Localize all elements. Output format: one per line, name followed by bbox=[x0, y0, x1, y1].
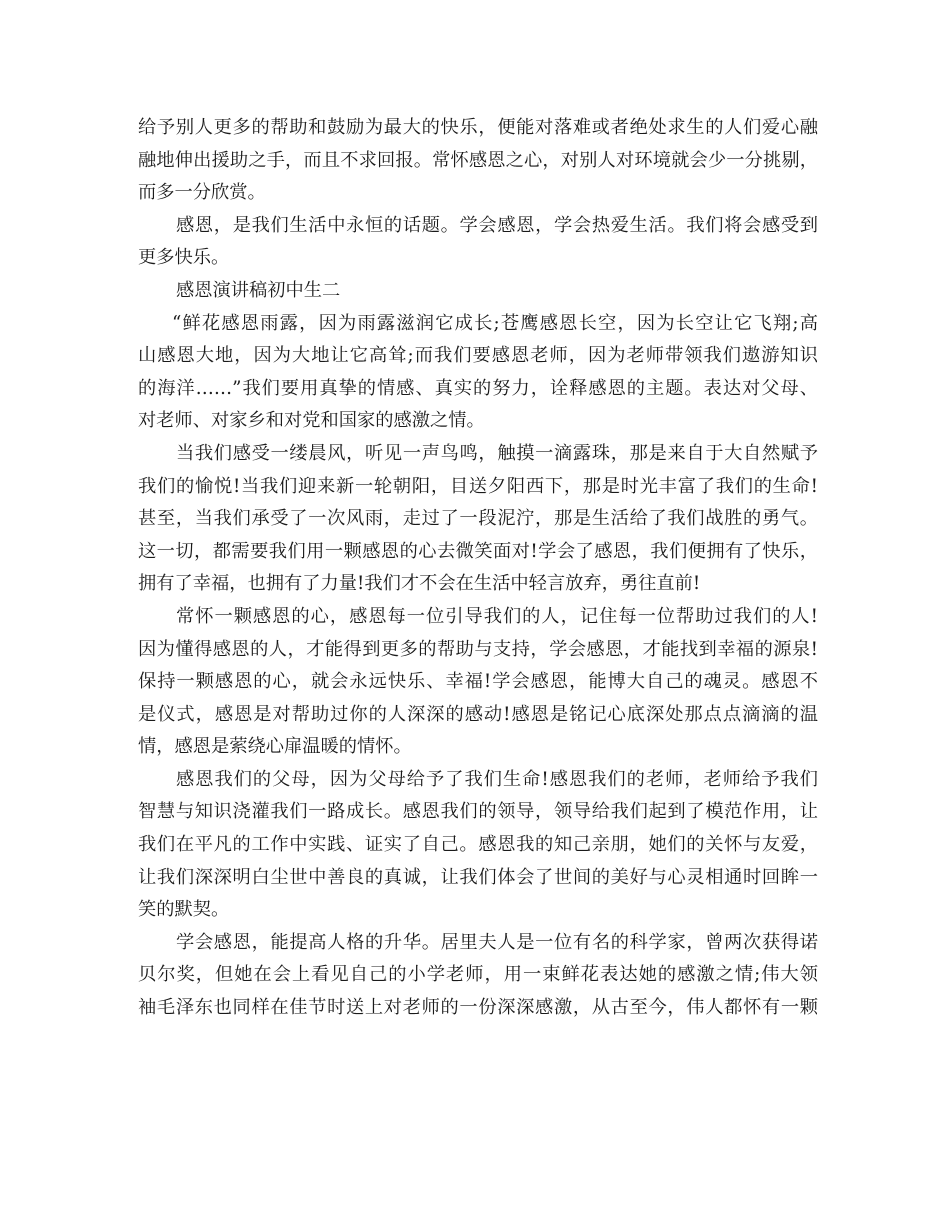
text-line: 拥有了幸福，也拥有了力量!我们才不会在生活中轻言放弃，勇往直前! bbox=[138, 573, 701, 595]
text-line: 因为懂得感恩的人，才能得到更多的帮助与支持，学会感恩，才能找到幸福的源泉! bbox=[138, 638, 818, 660]
text-line: 我们的愉悦!当我们迎来新一轮朝阳，目送夕阳西下，那是时光丰富了我们的生命! bbox=[138, 475, 818, 497]
text-line: 山感恩大地，因为大地让它高耸;而我们要感恩老师，因为老师带领我们遨游知识 bbox=[138, 345, 818, 367]
text-line: 给予别人更多的帮助和鼓励为最大的快乐，便能对落难或者绝处求生的人们爱心融 bbox=[138, 117, 818, 138]
text-line: 我们在平凡的工作中实践、证实了自己。感恩我的知己亲朋，她们的关怀与友爱， bbox=[138, 834, 818, 856]
text-line: 当我们感受一缕晨风，听见一声鸟鸣，触摸一滴露珠，那是来自于大自然赋予 bbox=[176, 442, 818, 464]
text-line: 笑的默契。 bbox=[138, 899, 230, 921]
text-line: 让我们深深明白尘世中善良的真诚，让我们体会了世间的美好与心灵相通时回眸一 bbox=[138, 866, 818, 888]
text-line: 常怀一颗感恩的心，感恩每一位引导我们的人，记住每一位帮助过我们的人! bbox=[176, 605, 818, 627]
text-line: 对老师、对家乡和对党和国家的感激之情。 bbox=[138, 410, 485, 432]
text-line: 情，感恩是萦绕心扉温暖的情怀。 bbox=[138, 736, 412, 758]
text-line: 智慧与知识浇灌我们一路成长。感恩我们的领导，领导给我们起到了模范作用，让 bbox=[138, 801, 818, 823]
text-line: 而多一分欣赏。 bbox=[138, 182, 266, 204]
text-line: 感恩，是我们生活中永恒的话题。学会感恩，学会热爱生活。我们将会感受到 bbox=[176, 214, 818, 236]
text-line: 感恩我们的父母，因为父母给予了我们生命!感恩我们的老师，老师给予我们 bbox=[176, 768, 818, 790]
document-body bbox=[138, 112, 818, 1025]
text-line: 贝尔奖，但她在会上看见自己的小学老师，用一束鲜花表达她的感激之情;伟大领 bbox=[138, 964, 818, 986]
text-line: 融地伸出援助之手，而且不求回报。常怀感恩之心，对别人对环境就会少一分挑剔， bbox=[138, 149, 818, 171]
text-line: 这一切，都需要我们用一颗感恩的心去微笑面对!学会了感恩，我们便拥有了快乐， bbox=[138, 540, 818, 562]
text-line: 的海洋……”我们要用真挚的情感、真实的努力，诠释感恩的主题。表达对父母、 bbox=[138, 377, 818, 399]
text-line: 是仪式，感恩是对帮助过你的人深深的感动!感恩是铭记心底深处那点点滴滴的温 bbox=[138, 703, 818, 725]
section-heading: 感恩演讲稿初中生二 bbox=[176, 279, 341, 301]
text-line: “鲜花感恩雨露，因为雨露滋润它成长;苍鹰感恩长空，因为长空让它飞翔;高 bbox=[172, 312, 818, 334]
text-line: 保持一颗感恩的心，就会永远快乐、幸福!学会感恩，能博大自己的魂灵。感恩不 bbox=[138, 671, 818, 693]
text-line: 袖毛泽东也同样在佳节时送上对老师的一份深深感激，从古至今，伟人都怀有一颗 bbox=[138, 997, 818, 1019]
text-line: 学会感恩，能提高人格的升华。居里夫人是一位有名的科学家，曾两次获得诺 bbox=[176, 931, 818, 953]
text-line: 甚至，当我们承受了一次风雨，走过了一段泥泞，那是生活给了我们战胜的勇气。 bbox=[138, 508, 818, 530]
text-line: 更多快乐。 bbox=[138, 247, 230, 269]
